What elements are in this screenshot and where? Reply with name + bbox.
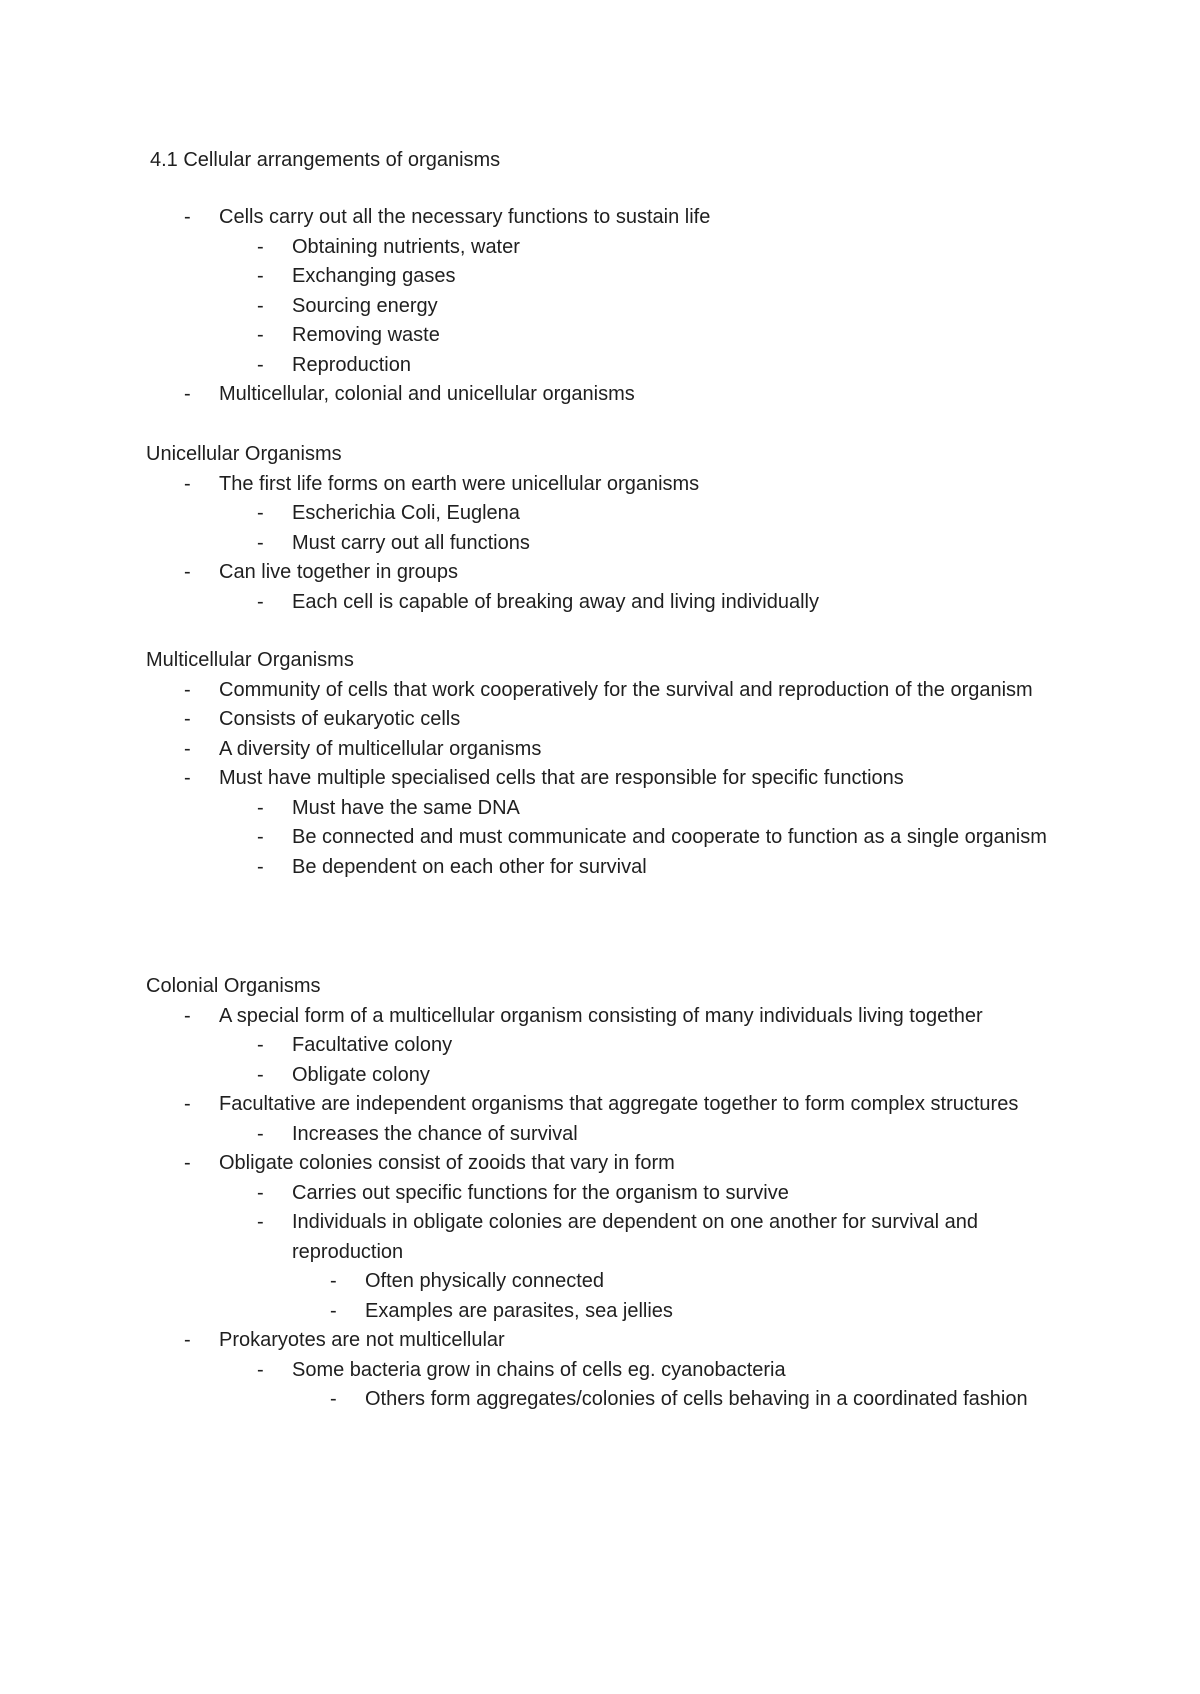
list-item: - Must have the same DNA [292, 794, 1092, 824]
list-item: - The first life forms on earth were unicellular organisms [219, 470, 1079, 500]
list-item: - Be connected and must communicate and cooperate to function as a single organism [292, 823, 1092, 853]
intro-section [146, 203, 1086, 410]
document-title: 4.1 Cellular arrangements of organisms [150, 149, 501, 171]
list-item: - Removing waste [292, 321, 1092, 351]
list-item: - Some bacteria grow in chains of cells eg. cyanobacteria [292, 1356, 1092, 1386]
list-item: - Each cell is capable of breaking away and living individually [292, 588, 1092, 618]
list-item: - Must have multiple specialised cells that are responsible for specific functions [219, 764, 1079, 794]
list-item: - Reproduction [292, 351, 1092, 381]
list-item: - Exchanging gases [292, 262, 1092, 292]
intro-list [146, 203, 1086, 410]
multicellular-list [146, 676, 1086, 883]
list-item: - Obligate colony [292, 1061, 1092, 1091]
unicellular-list [146, 470, 1086, 618]
list-item: - Escherichia Coli, Euglena [292, 499, 1092, 529]
colonial-list [146, 1002, 1086, 1415]
list-item: - Often physically connected [365, 1267, 1085, 1297]
colonial-section [146, 972, 1086, 1415]
list-item: - Sourcing energy [292, 292, 1092, 322]
list-item: - Must carry out all functions [292, 529, 1092, 559]
list-item: - Multicellular, colonial and unicellular organisms [219, 380, 1079, 410]
unicellular-section [146, 440, 1086, 617]
section-heading: Multicellular Organisms [146, 649, 354, 671]
section-heading: Unicellular Organisms [146, 443, 342, 465]
list-item: - Cells carry out all the necessary functions to sustain life [219, 203, 1079, 233]
list-item: - Facultative are independent organisms that aggregate together to form complex structures [219, 1090, 1079, 1120]
list-item: - Consists of eukaryotic cells [219, 705, 1079, 735]
list-item: - Others form aggregates/colonies of cells behaving in a coordinated fashion [365, 1385, 1085, 1415]
list-item: - Carries out specific functions for the organism to survive [292, 1179, 1092, 1209]
list-item: - Obligate colonies consist of zooids that vary in form [219, 1149, 1079, 1179]
list-item: - Increases the chance of survival [292, 1120, 1092, 1150]
list-item: - Can live together in groups [219, 558, 1079, 588]
list-item: - Examples are parasites, sea jellies [365, 1297, 1085, 1327]
list-item: - Be dependent on each other for survival [292, 853, 1092, 883]
list-item: - Obtaining nutrients, water [292, 233, 1092, 263]
list-item: - A special form of a multicellular organism consisting of many individuals living together [219, 1002, 1079, 1032]
list-item: - Prokaryotes are not multicellular [219, 1326, 1079, 1356]
multicellular-section [146, 646, 1086, 882]
section-heading: Colonial Organisms [146, 975, 321, 997]
list-item: - A diversity of multicellular organisms [219, 735, 1079, 765]
list-item: - Facultative colony [292, 1031, 1092, 1061]
list-item: - Community of cells that work cooperatively for the survival and reproduction of the organism [219, 676, 1079, 706]
list-item: - Individuals in obligate colonies are dependent on one another for survival and reproduction [292, 1208, 1092, 1267]
